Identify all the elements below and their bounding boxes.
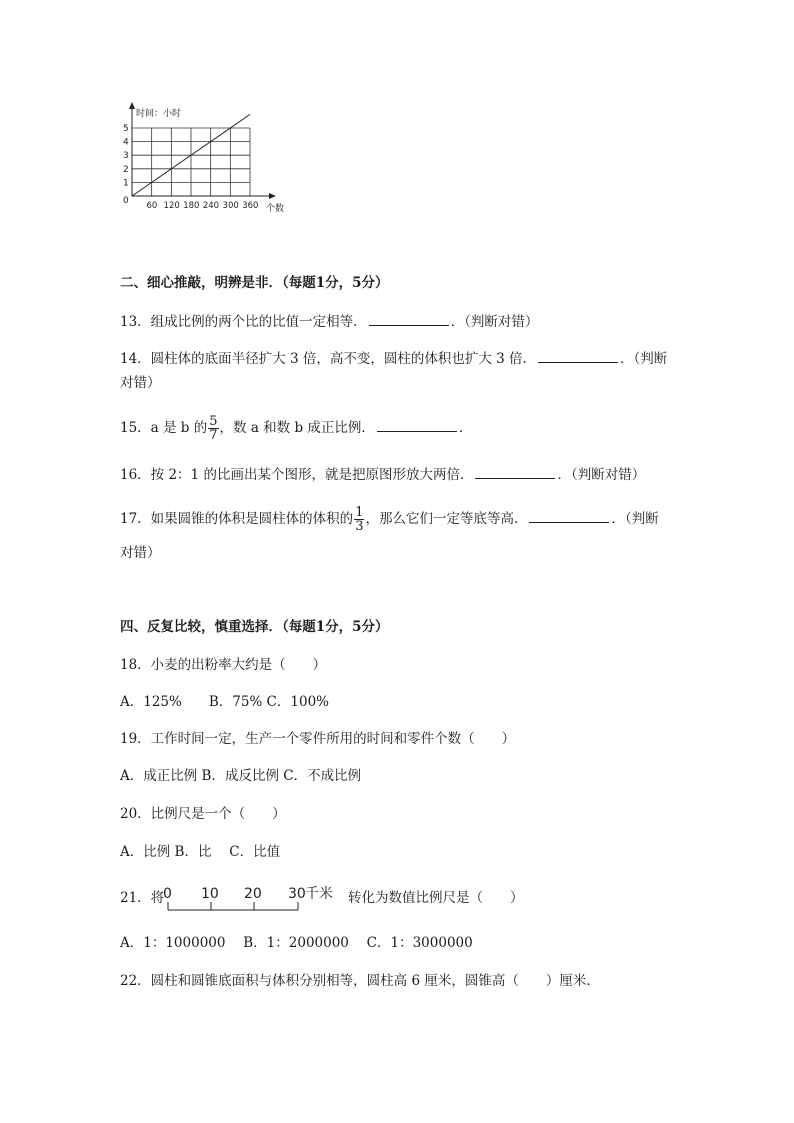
x-axis-arrow (269, 193, 276, 199)
x-tick-label-240: 240 (202, 201, 220, 211)
question-text: 17．如果圆锥的体积是圆柱体的体积的 (120, 511, 354, 527)
answer-blank[interactable] (529, 508, 609, 523)
scale-unit: 千米 (305, 886, 333, 902)
section-4-heading: 四、反复比较，慎重选择．（每题1分，5分） (120, 619, 389, 635)
question-21-suffix: 转化为数值比例尺是（ ） (348, 890, 524, 906)
question-17-continued: 对错） (120, 545, 161, 561)
x-tick-label-60: 60 (146, 201, 158, 211)
question-21-options: A．1：1000000 B．1：2000000 C．1：3000000 (120, 935, 473, 951)
question-tail: ．（判断对错） (557, 467, 646, 483)
question-22: 22．圆柱和圆锥底面积与体积分别相等，圆柱高 6 厘米，圆锥高（ ）厘米． (120, 973, 600, 989)
question-15 (120, 413, 472, 443)
chart-grid (132, 128, 250, 196)
question-text: 13．组成比例的两个比的比值一定相等． (120, 314, 367, 330)
scale-label-30: 30 (288, 886, 306, 902)
fraction-5-7 (208, 415, 218, 442)
scale-label-20: 20 (244, 886, 262, 902)
y-tick-label-0: 0 (123, 196, 129, 206)
fraction-numerator: 1 (355, 505, 364, 520)
question-16 (120, 464, 645, 485)
scale-label-0: 0 (163, 886, 172, 902)
x-tick-label-300: 300 (222, 201, 239, 211)
x-tick-label-360: 360 (242, 201, 259, 211)
answer-blank[interactable] (538, 348, 618, 363)
y-tick-label-5: 5 (123, 124, 129, 134)
question-20-options: A．比例 B．比 C．比值 (120, 844, 281, 860)
question-21-prefix: 21．将 (120, 890, 165, 906)
y-axis-title: 时间：小时 (136, 109, 182, 119)
question-text: 14．圆柱体的底面半径扩大 3 倍，高不变，圆柱的体积也扩大 3 倍． (120, 351, 537, 367)
question-tail: ．（判断对错） (450, 314, 539, 330)
scale-label-10: 10 (201, 886, 219, 902)
fraction-denominator: 7 (209, 428, 218, 443)
question-20: 20．比例尺是一个（ ） (120, 806, 286, 822)
question-17 (120, 504, 659, 534)
line-scale-bar (160, 881, 348, 915)
answer-blank[interactable] (475, 464, 555, 479)
y-tick-label-3: 3 (123, 151, 129, 162)
answer-blank[interactable] (377, 417, 457, 432)
section-2-heading: 二、细心推敲，明辨是非．（每题1分，5分） (120, 275, 389, 291)
question-18: 18．小麦的出粉率大约是（ ） (120, 657, 327, 673)
question-text: 15．a 是 b 的 (120, 420, 208, 436)
question-tail: ．（判断 (620, 351, 668, 367)
y-axis-arrow (129, 102, 135, 109)
question-19-options: A．成正比例 B．成反比例 C．不成比例 (120, 768, 362, 784)
question-tail: ．（判断 (611, 511, 659, 527)
question-tail: ． (458, 420, 473, 436)
fraction-numerator: 5 (209, 414, 218, 429)
fraction-denominator: 3 (355, 519, 364, 534)
answer-blank[interactable] (369, 311, 449, 326)
question-14-continued: 对错） (120, 375, 161, 391)
question-13 (120, 311, 538, 332)
y-tick-label-4: 4 (123, 137, 129, 148)
x-tick-label-120: 120 (163, 201, 180, 211)
question-14 (120, 348, 667, 369)
question-text-post: ，那么它们一定等底等高． (365, 511, 528, 527)
y-tick-label-1: 1 (123, 178, 129, 189)
x-axis-title: 个数 (266, 204, 285, 214)
x-tick-label-180: 180 (183, 201, 200, 211)
question-text: 16．按 2：1 的比画出某个图形，就是把原图形放大两倍． (120, 467, 474, 483)
y-tick-label-2: 2 (123, 164, 129, 175)
time-count-line-chart (112, 98, 292, 218)
question-18-options: A．125% B．75% C．100% (120, 694, 329, 710)
question-text-post: ，数 a 和数 b 成正比例． (219, 420, 375, 436)
fraction-1-3 (354, 506, 364, 533)
question-19: 19．工作时间一定，生产一个零件所用的时间和零件个数（ ） (120, 731, 516, 747)
